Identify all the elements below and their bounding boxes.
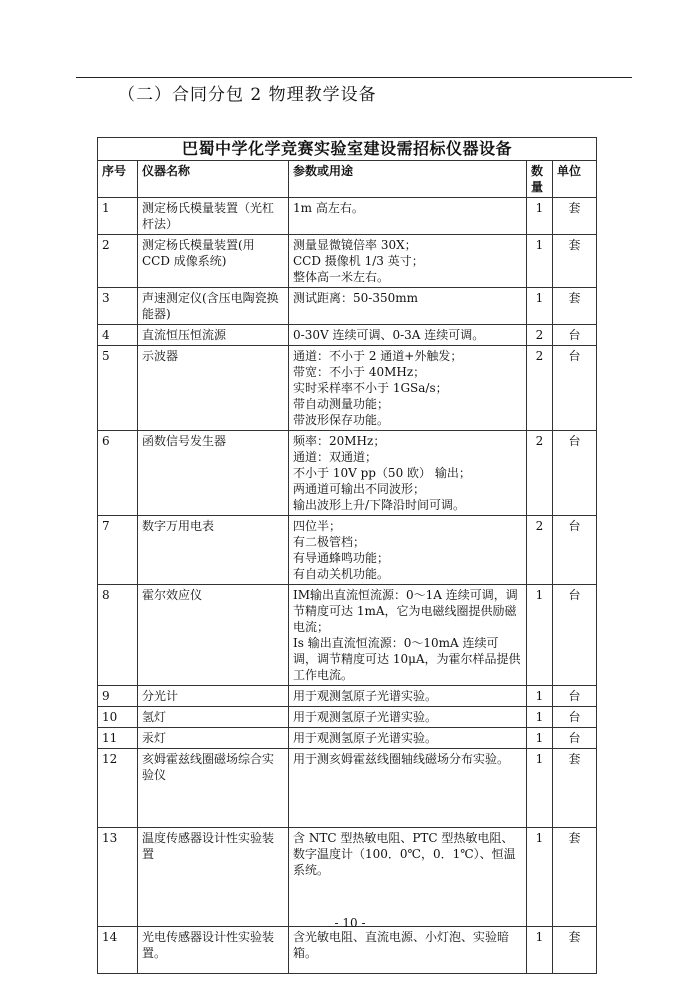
cell-index: 8 [98,585,138,686]
spec-line: 四位半； [293,519,342,533]
cell-unit: 台 [553,325,597,346]
cell-unit: 套 [553,749,597,828]
header-qty: 数量 [527,161,553,198]
spec-line: 用于观测氢原子光谱实验。 [293,689,438,703]
table-row [98,927,597,974]
cell-unit: 台 [553,686,597,707]
cell-name: 分光计 [138,686,289,707]
cell-qty: 1 [527,749,553,828]
cell-spec [289,728,527,749]
cell-qty: 1 [527,707,553,728]
spec-line: Is 输出直流恒流源：0～10mA 连续可调，调节精度可达 10μA，为霍尔样品提供工作电流。 [293,636,521,682]
header-unit: 单位 [553,161,597,198]
cell-unit: 台 [553,728,597,749]
spec-line: 有导通蜂鸣功能； [293,551,390,565]
spec-line: 有二极管档； [293,535,366,549]
cell-qty: 1 [527,198,553,235]
cell-unit: 套 [553,288,597,325]
cell-qty: 2 [527,431,553,516]
cell-qty: 1 [527,585,553,686]
cell-index: 1 [98,198,138,235]
table-row [98,346,597,431]
table-header-row [98,161,597,198]
cell-name: 声速测定仪(含压电陶瓷换能器) [138,288,289,325]
table-title: 巴蜀中学化学竞赛实验室建设需招标仪器设备 [98,138,597,161]
cell-spec [289,927,527,974]
cell-name: 直流恒压恒流源 [138,325,289,346]
cell-name: 温度传感器设计性实验装置 [138,828,289,927]
table-row [98,585,597,686]
cell-unit: 套 [553,927,597,974]
spec-line: 实时采样率不小于 1GSa/s； [293,381,448,395]
cell-name: 示波器 [138,346,289,431]
spec-line: 带自动测量功能； [293,397,390,411]
cell-unit: 套 [553,235,597,288]
cell-index: 10 [98,707,138,728]
cell-spec [289,686,527,707]
spec-line: 带宽：不小于 40MHz； [293,365,426,379]
spec-line: 用于观测氢原子光谱实验。 [293,731,438,745]
table-row [98,707,597,728]
cell-name: 氢灯 [138,707,289,728]
spec-line: 通道：不小于 2 通道+外触发； [293,349,463,363]
table-row [98,516,597,585]
table-row [98,686,597,707]
table-row [98,198,597,235]
cell-spec [289,707,527,728]
table-row [98,728,597,749]
equipment-table [97,137,597,974]
cell-spec [289,288,527,325]
table-row [98,749,597,828]
spec-line: 频率：20MHz； [293,434,386,448]
header-spec: 参数或用途 [289,161,527,198]
cell-spec [289,828,527,927]
cell-index: 14 [98,927,138,974]
cell-unit: 套 [553,198,597,235]
cell-spec [289,585,527,686]
cell-spec [289,346,527,431]
spec-line: 有自动关机功能。 [293,567,390,581]
spec-line: 通道：双通道； [293,450,378,464]
cell-qty: 1 [527,686,553,707]
spec-line: 含 NTC 型热敏电阻、PTC 型热敏电阻、数字温度计（100．0℃，0．1℃）、恒温系统。 [293,831,516,877]
cell-spec [289,325,527,346]
spec-line: 不小于 10V pp（50 欧） 输出； [293,466,471,480]
cell-name: 光电传感器设计性实验装置。 [138,927,289,974]
spec-line: 带波形保存功能。 [293,413,390,427]
cell-index: 11 [98,728,138,749]
cell-spec [289,235,527,288]
cell-index: 12 [98,749,138,828]
spec-line: 两通道可输出不同波形； [293,482,426,496]
cell-spec [289,198,527,235]
cell-spec [289,749,527,828]
cell-index: 6 [98,431,138,516]
top-rule [76,77,632,78]
spec-line: 输出波形上升/下降沿时间可调。 [293,498,466,512]
spec-line: 0-30V 连续可调、0-3A 连续可调。 [293,328,485,342]
table-row [98,325,597,346]
table-row [98,828,597,927]
cell-name: 汞灯 [138,728,289,749]
spec-line: 测量显微镜倍率 30X； [293,238,417,252]
cell-index: 7 [98,516,138,585]
cell-qty: 1 [527,728,553,749]
page-number: - 10 - [334,916,366,930]
table-row [98,235,597,288]
spec-line: IM输出直流恒流源：0～1A 连续可调，调节精度可达 1mA，它为电磁线圈提供励磁电流； [293,588,518,634]
cell-spec [289,431,527,516]
header-index: 序号 [98,161,138,198]
cell-name: 函数信号发生器 [138,431,289,516]
cell-unit: 台 [553,346,597,431]
cell-qty: 1 [527,288,553,325]
cell-index: 2 [98,235,138,288]
cell-index: 13 [98,828,138,927]
table-body [98,198,597,974]
spec-line: 1m 高左右。 [293,201,364,215]
spec-line: 含光敏电阻、直流电源、小灯泡、实验暗箱。 [293,930,510,960]
cell-name: 数字万用电表 [138,516,289,585]
cell-name: 测定杨氏模量装置（光杠杆法） [138,198,289,235]
spec-line: 测试距离：50-350mm [293,291,418,305]
table-row [98,431,597,516]
cell-spec [289,516,527,585]
cell-qty: 2 [527,325,553,346]
cell-qty: 1 [527,828,553,927]
spec-line: 用于观测氢原子光谱实验。 [293,710,438,724]
cell-qty: 2 [527,516,553,585]
cell-unit: 台 [553,431,597,516]
cell-name: 霍尔效应仪 [138,585,289,686]
cell-qty: 1 [527,235,553,288]
cell-qty: 2 [527,346,553,431]
cell-unit: 台 [553,516,597,585]
cell-unit: 套 [553,828,597,927]
cell-unit: 台 [553,585,597,686]
spec-line: 用于测亥姆霍兹线圈轴线磁场分布实验。 [293,752,510,766]
cell-name: 亥姆霍兹线圈磁场综合实验仪 [138,749,289,828]
header-name: 仪器名称 [138,161,289,198]
spec-line: CCD 摄像机 1/3 英寸； [293,254,424,268]
spec-line: 整体高一米左右。 [293,270,390,284]
cell-index: 3 [98,288,138,325]
cell-index: 5 [98,346,138,431]
cell-index: 4 [98,325,138,346]
cell-index: 9 [98,686,138,707]
table-row [98,288,597,325]
cell-unit: 台 [553,707,597,728]
section-heading: （二）合同分包 2 物理教学设备 [118,85,377,105]
cell-qty: 1 [527,927,553,974]
cell-name: 测定杨氏模量装置(用 CCD 成像系统) [138,235,289,288]
